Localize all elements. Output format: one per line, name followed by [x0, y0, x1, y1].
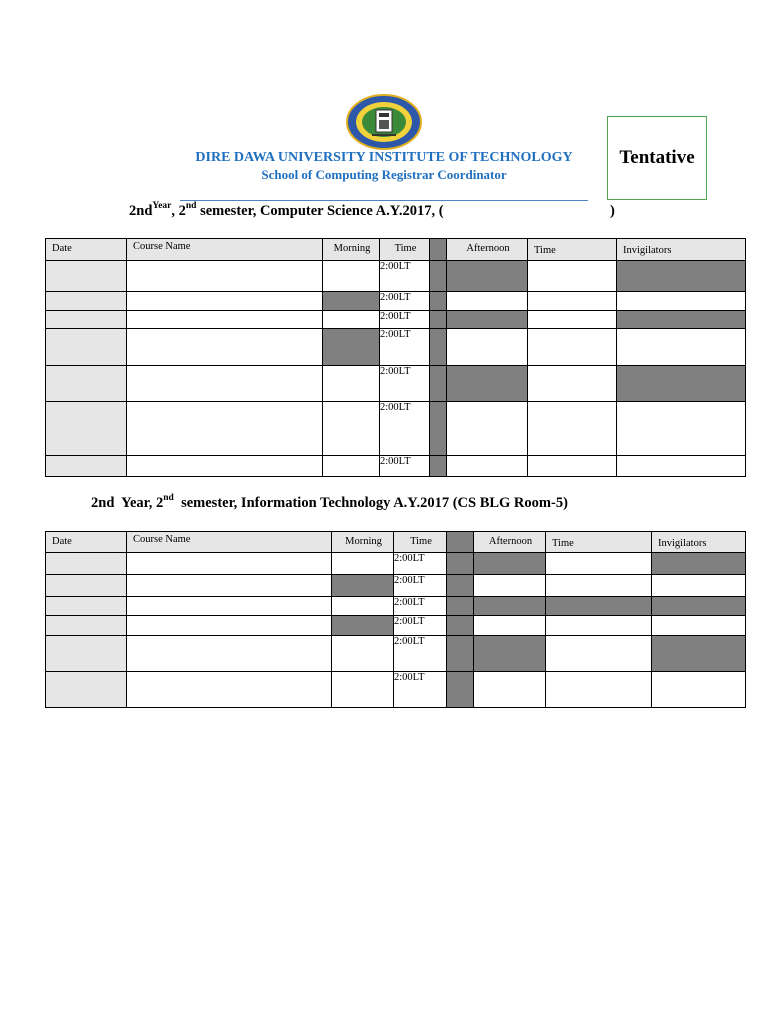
invigilators-cell [652, 616, 746, 636]
invigilators-cell [617, 292, 746, 311]
afternoon-cell [447, 292, 528, 311]
table-row [46, 575, 746, 597]
table-row [46, 616, 746, 636]
cs-heading-rest: semester, Computer Science A.Y.2017, ( [196, 203, 444, 219]
course-cell [127, 597, 332, 616]
separator-bar [447, 575, 474, 597]
table-header-row [46, 532, 746, 553]
time-cell-2 [528, 402, 617, 456]
invigilators-cell [652, 672, 746, 708]
course-cell [127, 672, 332, 708]
separator-bar [430, 292, 447, 311]
morning-cell [332, 636, 394, 672]
invigilators-cell [652, 636, 746, 672]
it-heading-rest: semester, Information Technology A.Y.2017 (CS BLG Room-5) [173, 495, 568, 511]
time-cell-2 [546, 636, 652, 672]
time-cell-2 [546, 672, 652, 708]
col-header-time: Time [380, 239, 430, 261]
morning-cell [323, 402, 380, 456]
date-cell [46, 292, 127, 311]
afternoon-cell [474, 672, 546, 708]
cs-heading-mid: , 2 [171, 203, 186, 219]
time-cell: 2:00LT [380, 311, 430, 329]
tentative-badge [607, 116, 707, 200]
table-row [46, 456, 746, 477]
col-header-date: Date [46, 532, 127, 553]
table-row [46, 366, 746, 402]
separator-bar [430, 329, 447, 366]
time-cell-2 [528, 329, 617, 366]
col-header-date: Date [46, 239, 127, 261]
invigilators-cell [617, 329, 746, 366]
time-cell: 2:00LT [394, 597, 447, 616]
time-cell: 2:00LT [394, 616, 447, 636]
time-cell: 2:00LT [380, 261, 430, 292]
course-cell [127, 636, 332, 672]
afternoon-cell [447, 456, 528, 477]
school-subtitle: School of Computing Registrar Coordinator [261, 167, 507, 182]
course-cell [127, 616, 332, 636]
time-cell-2 [528, 456, 617, 477]
it-heading-sup-nd: nd [163, 493, 174, 503]
morning-cell [332, 553, 394, 575]
morning-cell [332, 575, 394, 597]
time-cell: 2:00LT [380, 366, 430, 402]
col-header-invigilators: Invigilators [617, 239, 746, 261]
invigilators-cell [617, 261, 746, 292]
afternoon-cell [474, 636, 546, 672]
cs-heading-close: ) [610, 203, 615, 219]
time-cell-2 [546, 597, 652, 616]
separator-bar [430, 261, 447, 292]
afternoon-cell [447, 261, 528, 292]
invigilators-cell [652, 597, 746, 616]
morning-cell [323, 366, 380, 402]
time-cell: 2:00LT [380, 292, 430, 311]
university-seal-icon [345, 93, 423, 151]
col-header-time: Time [394, 532, 447, 553]
time-cell-2 [528, 261, 617, 292]
course-cell [127, 366, 323, 402]
it-exam-schedule-table [45, 531, 746, 708]
col-header-time-2: Time [546, 532, 652, 553]
morning-cell [323, 261, 380, 292]
afternoon-cell [474, 616, 546, 636]
header-divider [180, 200, 588, 201]
col-header-course: Course Name [127, 532, 332, 553]
col-header-morning: Morning [332, 532, 394, 553]
col-header-course: Course Name [127, 239, 323, 261]
cs-section-heading [129, 203, 444, 220]
separator-bar [447, 672, 474, 708]
separator-bar [447, 597, 474, 616]
separator-bar [447, 553, 474, 575]
table-row [46, 636, 746, 672]
date-cell [46, 311, 127, 329]
col-header-afternoon: Afternoon [474, 532, 546, 553]
date-cell [46, 597, 127, 616]
morning-cell [323, 292, 380, 311]
date-cell [46, 456, 127, 477]
invigilators-cell [617, 311, 746, 329]
col-header-morning: Morning [323, 239, 380, 261]
date-cell [46, 636, 127, 672]
afternoon-cell [474, 575, 546, 597]
course-cell [127, 261, 323, 292]
time-cell-2 [546, 575, 652, 597]
separator-bar [430, 366, 447, 402]
invigilators-cell [652, 553, 746, 575]
col-header-afternoon: Afternoon [447, 239, 528, 261]
date-cell [46, 553, 127, 575]
separator-bar [430, 311, 447, 329]
table-row [46, 553, 746, 575]
course-cell [127, 456, 323, 477]
afternoon-cell [474, 597, 546, 616]
course-cell [127, 329, 323, 366]
morning-cell [323, 311, 380, 329]
morning-cell [332, 672, 394, 708]
separator-bar [447, 616, 474, 636]
afternoon-cell [474, 553, 546, 575]
time-cell: 2:00LT [394, 636, 447, 672]
course-cell [127, 575, 332, 597]
course-cell [127, 292, 323, 311]
afternoon-cell [447, 402, 528, 456]
university-title: DIRE DAWA UNIVERSITY INSTITUTE OF TECHNOLOGY [195, 150, 573, 165]
date-cell [46, 402, 127, 456]
table-row [46, 329, 746, 366]
time-cell-2 [528, 366, 617, 402]
cs-heading-sup-year: Year [152, 201, 172, 211]
time-cell-2 [528, 311, 617, 329]
afternoon-cell [447, 311, 528, 329]
invigilators-cell [652, 575, 746, 597]
tentative-label: Tentative [619, 147, 695, 168]
time-cell-2 [528, 292, 617, 311]
time-cell: 2:00LT [394, 553, 447, 575]
it-section-heading [91, 495, 568, 512]
time-cell-2 [546, 616, 652, 636]
time-cell: 2:00LT [394, 575, 447, 597]
table-row [46, 311, 746, 329]
separator-bar [430, 239, 447, 261]
col-header-time-2: Time [528, 239, 617, 261]
invigilators-cell [617, 456, 746, 477]
cs-exam-schedule-table [45, 238, 746, 477]
date-cell [46, 261, 127, 292]
time-cell: 2:00LT [380, 456, 430, 477]
it-heading-prefix: 2nd Year, 2 [91, 495, 164, 511]
separator-bar [447, 636, 474, 672]
table-header-row [46, 239, 746, 261]
table-row [46, 292, 746, 311]
time-cell-2 [546, 553, 652, 575]
date-cell [46, 575, 127, 597]
separator-bar [430, 456, 447, 477]
table-row [46, 261, 746, 292]
morning-cell [332, 597, 394, 616]
date-cell [46, 616, 127, 636]
invigilators-cell [617, 366, 746, 402]
table-row [46, 672, 746, 708]
course-cell [127, 311, 323, 329]
afternoon-cell [447, 366, 528, 402]
course-cell [127, 553, 332, 575]
morning-cell [323, 456, 380, 477]
course-cell [127, 402, 323, 456]
cs-heading-sup-nd: nd [185, 201, 197, 211]
date-cell [46, 329, 127, 366]
table-row [46, 402, 746, 456]
time-cell: 2:00LT [380, 329, 430, 366]
cs-heading-prefix: 2nd [129, 203, 153, 219]
col-header-invigilators: Invigilators [652, 532, 746, 553]
date-cell [46, 672, 127, 708]
invigilators-cell [617, 402, 746, 456]
table-row [46, 597, 746, 616]
date-cell [46, 366, 127, 402]
time-cell: 2:00LT [380, 402, 430, 456]
afternoon-cell [447, 329, 528, 366]
morning-cell [332, 616, 394, 636]
separator-bar [447, 532, 474, 553]
time-cell: 2:00LT [394, 672, 447, 708]
morning-cell [323, 329, 380, 366]
separator-bar [430, 402, 447, 456]
